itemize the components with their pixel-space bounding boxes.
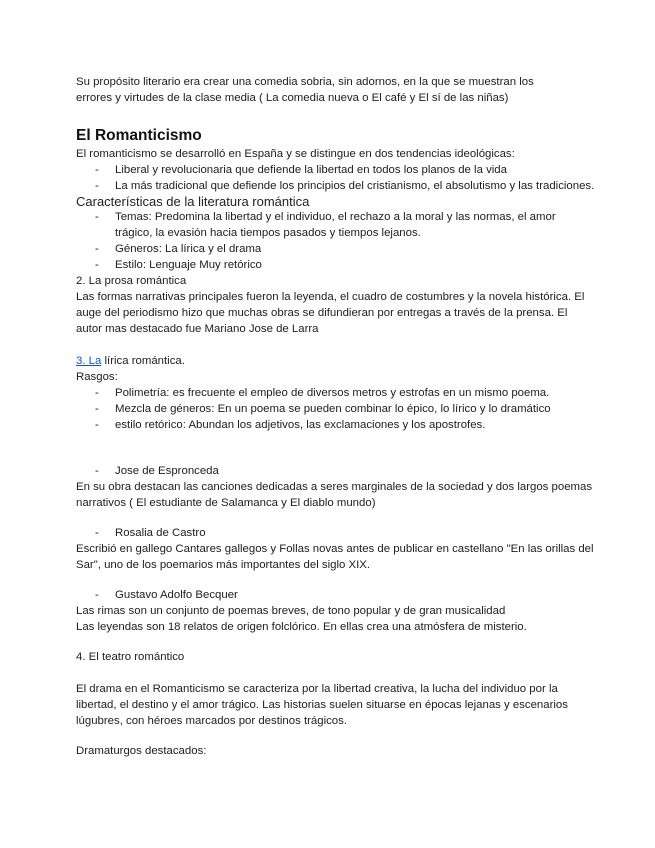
author-paragraph: Las rimas son un conjunto de poemas breves, de tono popular y de gran musicalidad: [76, 605, 506, 617]
rasgos-label: Rasgos:: [76, 371, 118, 383]
teatro-paragraph: El drama en el Romanticismo se caracteriza por la libertad creativa, la lucha del individuo por la libertad, el destino y el amor trágico. Las historias suelen situarse en épocas lejanas y escenarios lúgubres, con héroes marcados por destinos trágicos.: [76, 683, 568, 727]
dramaturgos-label: Dramaturgos destacados:: [76, 745, 207, 757]
lirica-heading: [76, 353, 596, 369]
intro-paragraph: [76, 74, 596, 106]
list-item: - La más tradicional que defiende los principios del cristianismo, el absolutismo y las tradiciones.: [76, 178, 596, 194]
author-paragraph: Las leyendas son 18 relatos de origen folclórico. En ellas crea una atmósfera de misterio.: [76, 621, 527, 633]
document-page: [76, 74, 596, 759]
author-espronceda: [76, 463, 596, 479]
lirica-heading-text: lírica romántica.: [101, 355, 185, 367]
list-item: - Géneros: La lírica y el drama: [76, 241, 596, 257]
tendencias-list: [76, 162, 596, 194]
lirica-heading-link[interactable]: 3. La: [76, 355, 102, 367]
section-heading-caracteristicas: Características de la literatura romántica: [76, 194, 310, 209]
romanticismo-lead: El romanticismo se desarrolló en España y se distingue en dos tendencias ideológicas:: [76, 148, 515, 160]
list-item: - Mezcla de géneros: En un poema se pueden combinar lo épico, lo lírico y lo dramático: [76, 401, 596, 417]
caracteristicas-list: [76, 209, 596, 273]
list-item: - Estilo: Lenguaje Muy retórico: [76, 257, 596, 273]
list-item: - Liberal y revolucionaria que defiende la libertad en todos los planos de la vida: [76, 162, 596, 178]
author-name: - Jose de Espronceda: [76, 463, 596, 479]
author-paragraph: Escribió en gallego Cantares gallegos y Follas novas antes de publicar en castellano "En las orillas del Sar", uno de los poemarios más importantes del siglo XIX.: [76, 543, 594, 571]
prosa-paragraph: Las formas narrativas principales fueron la leyenda, el cuadro de costumbres y la novela histórica. El auge del periodismo hizo que muchas obras se difundieran por entregas a través de la prensa. El autor mas destacado fue Mariano Jose de Larra: [76, 291, 585, 335]
list-item: - Polimetría: es frecuente el empleo de diversos metros y estrofas en un mismo poema.: [76, 385, 596, 401]
author-becquer: [76, 587, 596, 603]
prosa-heading: 2. La prosa romántica: [76, 275, 187, 287]
author-paragraph: En su obra destacan las canciones dedicadas a seres marginales de la sociedad y dos largos poemas narrativos ( El estudiante de Salamanca y El diablo mundo): [76, 481, 593, 509]
author-rosalia: [76, 525, 596, 541]
rasgos-list: [76, 385, 596, 433]
author-name: - Rosalia de Castro: [76, 525, 596, 541]
author-name: - Gustavo Adolfo Becquer: [76, 587, 596, 603]
intro-line-2: errores y virtudes de la clase media ( La comedia nueva o El café y El sí de las niñas): [76, 92, 509, 104]
teatro-heading: 4. El teatro romántico: [76, 651, 185, 663]
intro-line-1: Su propósito literario era crear una comedia sobria, sin adornos, en la que se muestran los: [76, 76, 534, 88]
list-item: - Temas: Predomina la libertad y el individuo, el rechazo a la moral y las normas, el amor trágico, la evasión hacia tiempos pasados y tiempos lejanos.: [76, 209, 596, 241]
section-heading-romanticismo: El Romanticismo: [76, 127, 202, 144]
list-item: - estilo retórico: Abundan los adjetivos, las exclamaciones y los apostrofes.: [76, 417, 596, 433]
